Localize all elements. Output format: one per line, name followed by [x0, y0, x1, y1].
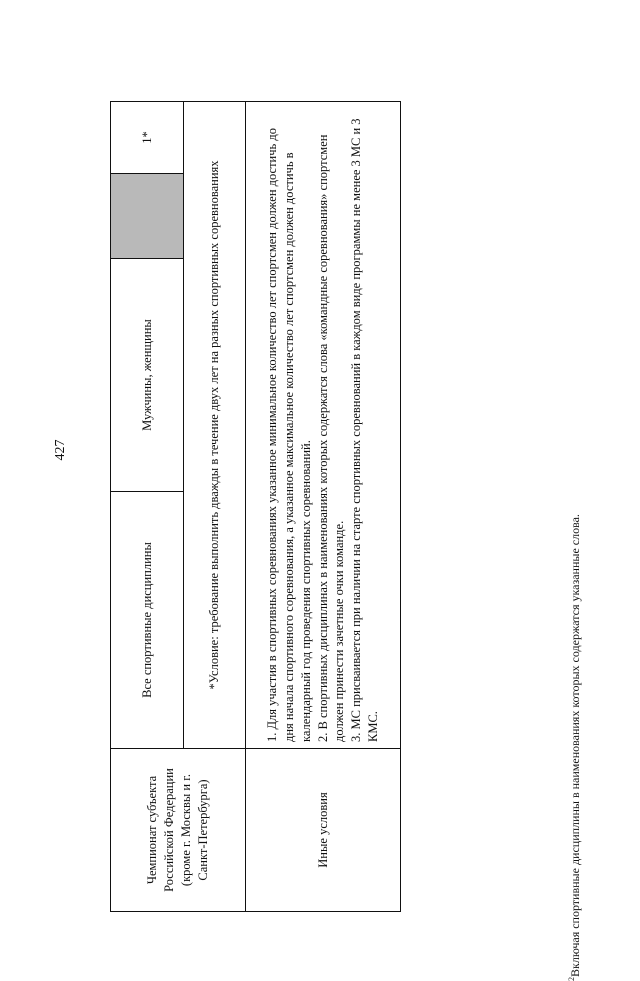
condition-item: 1. Для участия в спортивных соревнованиях указанное минимальное количество лет спортсмен должен достичь до дня начала спортивного соревнования, а указанное максимальное количество лет спортсмен должен достичь в календарный год проведения спортивных соревнований.	[264, 128, 313, 742]
footnote-marker: 2	[567, 977, 576, 981]
shaded-cell	[111, 174, 184, 259]
table-row-championship	[111, 102, 184, 912]
table-row-other-conditions	[246, 102, 401, 912]
page-number: 427	[53, 439, 68, 461]
other-conditions-cell	[246, 102, 401, 749]
footnote-text: Включая спортивные дисциплины в наименованиях которых содержатся указанные слова.	[568, 514, 582, 977]
competition-label-cell: Чемпионат субъекта Российской Федерации (кроме г. Москвы и г. Санкт-Петербурга)	[111, 749, 246, 912]
discipline-cell: Все спортивные дисциплины	[111, 492, 184, 749]
condition-item: 3. МС присваивается при наличии на старте спортивных соревнований в каждом виде программы не менее 3 МС и 3 КМС.	[349, 118, 381, 742]
value-cell: 1*	[111, 102, 184, 174]
gender-cell: Мужчины, женщины	[111, 259, 184, 492]
requirements-table-rotated	[110, 102, 400, 912]
requirements-table	[110, 101, 401, 912]
footnote	[564, 421, 586, 981]
note-cell: *Условие: требование выполнить дважды в течение двух лет на разных спортивных соревнованиях	[184, 102, 246, 749]
condition-item: 2. В спортивных дисциплинах в наименованиях которых содержатся слова «командные соревнования» спортсмен должен принести зачетные очки команде.	[315, 134, 347, 742]
other-conditions-label: Иные условия	[246, 749, 401, 912]
